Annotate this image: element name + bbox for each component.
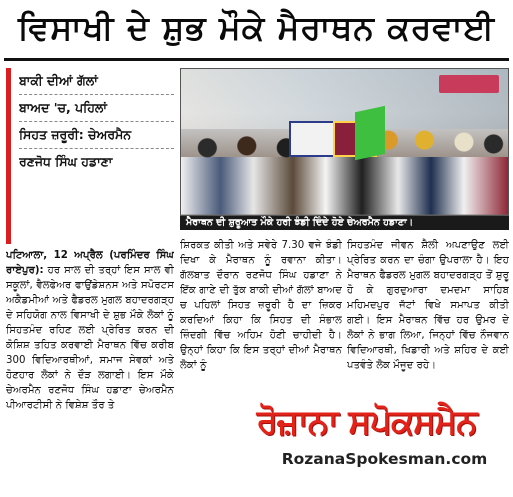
subheadline-line: ਬਾਅਦ 'ਚ, ਪਹਿਲਾਂ <box>19 95 174 122</box>
newspaper-masthead: ਰੋਜ਼ਾਨਾ ਸਪੋਕਸਮੈਨ <box>256 402 477 442</box>
article-column-3 <box>347 238 509 398</box>
green-flag <box>355 106 385 160</box>
photo-poster <box>289 121 335 157</box>
subheadline-line: ਰਣਜੋਧ ਸਿੰਘ ਹਡਾਣਾ <box>19 154 113 169</box>
headline-divider <box>4 58 509 61</box>
subheadline-box <box>6 68 174 244</box>
article-text: ਸ਼ਿਰਕਤ ਕੀਤੀ ਅਤੇ ਸਵੇਰੇ 7.30 ਵਜੇ ਝੰਡੀ ਦਿਖਾ ਕੇ ਮੈਰਾਥਨ ਨੂੰ ਰਵਾਨਾ ਕੀਤਾ। ਗੱਲਬਾਤ ਦੌਰਾਨ ਰਣਜੋਧ ਸਿੰਘ ਹਡਾਣਾ ਨੇ ਇੱਕ ਗਾਣੇ ਦੀ ਤੁੱਕ ਬਾਕੀ ਦੀਆਂ ਗੱਲਾਂ ਬਾਅਦ ਚ ਪਹਿਲਾਂ ਸਿਹਤ ਜ਼ਰੂਰੀ ਹੈ ਦਾ ਜ਼ਿਕਰ ਕਰਦਿਆਂ ਕਿਹਾ ਕਿ ਸਿਹਤ ਦੀ ਸੰਭਾਲ ਜ਼ਿੰਦਗੀ ਵਿੱਚ ਅਹਿਮ ਹੋਣੀ ਚਾਹੀਦੀ ਹੈ। ਉਨ੍ਹਾਂ ਕਿਹਾ ਕਿ ਇਸ ਤਰ੍ਹਾਂ ਦੀਆਂ ਮੈਰਾਥਨ ਲੋਕਾਂ ਨੂੰ <box>180 240 342 371</box>
website-url: RozanaSpokesman.com <box>281 450 488 468</box>
article-text: ਸਿਹਤਮੰਦ ਜੀਵਨ ਸ਼ੈਲੀ ਅਪਣਾਉਣ ਲਈ ਪ੍ਰੇਰਿਤ ਕਰਨ ਦਾ ਚੰਗਾ ਉਪਰਾਲਾ ਹੈ। ਇਹ ਮੈਰਾਥਨ ਫੈਡਰਲ ਮੁਗਲ ਬਹਾਦਰਗੜ੍ਹ ਤੋਂ ਸ਼ੁਰੂ ਹੋ ਕੇ ਗੁਰਦੁਆਰਾ ਦਮਦਮਾ ਸਾਹਿਬ ਮਹਿਮਦਪੁਰ ਜੱਟਾਂ ਵਿਖੇ ਸਮਾਪਤ ਕੀਤੀ ਗਈ। ਇਸ ਮੈਰਾਥਨ ਵਿੱਚ ਹਰ ਉਮਰ ਦੇ ਲੋਕਾਂ ਨੇ ਭਾਗ ਲਿਆ, ਜਿਨ੍ਹਾਂ ਵਿੱਚ ਨੌਜਵਾਨ ਵਿਦਿਆਰਥੀ, ਖਿਡਾਰੀ ਅਤੇ ਸ਼ਹਿਰ ਦੇ ਕਈ ਪਤਵੰਤੇ ਲੋਕ ਮੌਜੂਦ ਰਹੇ। <box>347 240 509 371</box>
dateline: ਪਟਿਆਲਾ, 12 ਅਪ੍ਰੈਲ (ਪਰਮਿੰਦਰ ਸਿੰਘ ਰਾਏਪੁਰ): <box>6 250 174 276</box>
headline: ਵਿਸਾਖੀ ਦੇ ਸ਼ੁਭ ਮੌਕੇ ਮੈਰਾਥਨ ਕਰਵਾਈ <box>17 8 496 47</box>
subheadline-line: ਸਿਹਤ ਜ਼ਰੂਰੀ: ਚੇਅਰਮੈਨ <box>19 122 174 149</box>
marathon-photo <box>180 68 509 216</box>
photo-banner <box>439 75 499 93</box>
article-text: ਹਰ ਸਾਲ ਦੀ ਤਰ੍ਹਾਂ ਇਸ ਸਾਲ ਵੀ ਸਕੂਲਾਂ, ਵੈਲਫੇਅਰ ਫਾਉਂਡੇਸ਼ਨਸ ਅਤੇ ਸਪੋਰਟਸ ਅਕੈਡਮੀਆਂ ਅਤੇ ਫੈਡਰਲ ਮੁਗਲ ਬਹਾਦਰਗੜ੍ਹ ਦੇ ਸਹਿਯੋਗ ਨਾਲ ਵਿਸਾਖੀ ਦੇ ਸ਼ੁਭ ਮੌਕੇ ਲੋਕਾਂ ਨੂੰ ਸਿਹਤਮੰਦ ਰਹਿਣ ਲਈ ਪ੍ਰੇਰਿਤ ਕਰਨ ਦੀ ਕੋਸ਼ਿਸ਼ ਤਹਿਤ ਕਰਵਾਈ ਮੈਰਾਥਨ ਵਿੱਚ ਕਰੀਬ 300 ਵਿਦਿਆਰਥੀਆਂ, ਸਮਾਜ ਸੇਵਕਾਂ ਅਤੇ ਹੋਣਹਾਰ ਲੋਕਾਂ ਨੇ ਦੌੜ ਲਗਾਈ। ਇਸ ਮੌਕੇ ਚੇਅਰਮੈਨ ਰਣਜੋਧ ਸਿੰਘ ਹਡਾਣਾ ਚੇਅਰਮੈਨ ਪੀਆਰਟੀਸੀ ਨੇ ਵਿਸ਼ੇਸ਼ ਤੌਰ ਤੇ <box>6 265 174 411</box>
photo-caption: ਮੈਰਾਥਨ ਦੀ ਸ਼ੁਰੂਆਤ ਮੌਕੇ ਹਰੀ ਝੰਡੀ ਦਿੰਦੇ ਹੋਏ ਚੇਅਰਮੈਨ ਹਡਾਣਾ। <box>180 216 509 230</box>
article-column-1 <box>6 248 174 430</box>
subheadline-line: ਬਾਕੀ ਦੀਆਂ ਗੱਲਾਂ <box>19 68 174 95</box>
article-column-2 <box>180 238 342 398</box>
